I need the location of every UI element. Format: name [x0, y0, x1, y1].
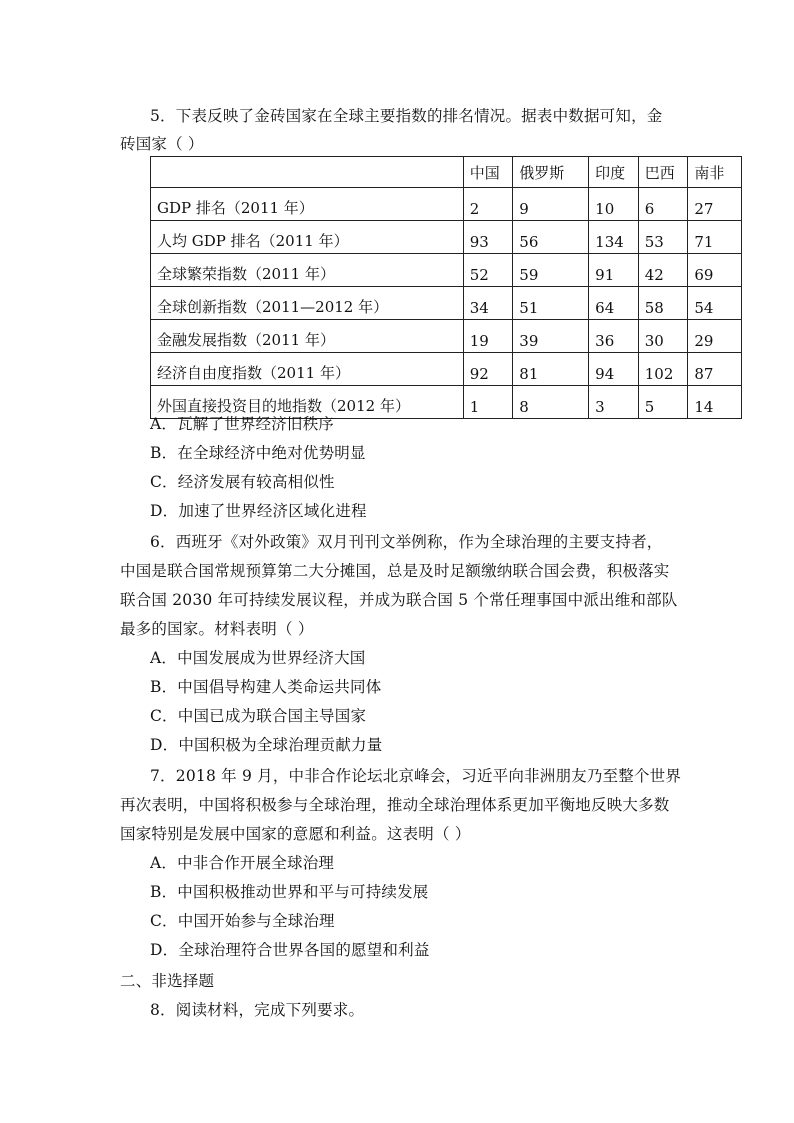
table-cell: 92: [463, 353, 513, 386]
q7-option-b: B．中国积极推动世界和平与可持续发展: [150, 883, 429, 901]
table-cell: 30: [638, 320, 688, 353]
table-cell: 10: [589, 188, 639, 221]
table-row: [151, 353, 742, 386]
table-cell: 56: [513, 221, 589, 254]
q8-stem: 8．阅读材料，完成下列要求。: [150, 1001, 365, 1019]
table-cell: 93: [463, 221, 513, 254]
q5-option-a: A．瓦解了世界经济旧秩序: [150, 415, 335, 433]
q6-stem-line-4: 最多的国家。材料表明（ ）: [120, 620, 314, 638]
q7-option-a: A．中非合作开展全球治理: [150, 854, 335, 872]
q6-stem-line-3: 联合国 2030 年可持续发展议程，并成为联合国 5 个常任理事国中派出维和部队: [120, 591, 678, 609]
table-cell: 81: [513, 353, 589, 386]
row-label: 人均 GDP 排名（2011 年）: [151, 221, 464, 254]
table-row: [151, 320, 742, 353]
q6-option-a: A．中国发展成为世界经济大国: [150, 649, 366, 667]
table-header-cell: [151, 157, 464, 188]
row-label: 全球创新指数（2011—2012 年）: [151, 287, 464, 320]
table-cell: 2: [463, 188, 513, 221]
q6-option-b: B．中国倡导构建人类命运共同体: [150, 678, 382, 696]
q5-option-d: D．加速了世界经济区域化进程: [150, 502, 367, 520]
table-row: [151, 287, 742, 320]
table-cell: 14: [688, 386, 742, 419]
table-cell: 1: [463, 386, 513, 419]
table-cell: 51: [513, 287, 589, 320]
table-cell: 19: [463, 320, 513, 353]
table-cell: 91: [589, 254, 639, 287]
q6-stem-line-2: 中国是联合国常规预算第二大分摊国，总是及时足额缴纳联合国会费，积极落实: [120, 562, 670, 580]
table-row: [151, 188, 742, 221]
q7-stem-line-3: 国家特别是发展中国家的意愿和利益。这表明（ ）: [120, 825, 471, 843]
q7-option-c: C．中国开始参与全球治理: [150, 912, 335, 930]
table-cell: 102: [638, 353, 688, 386]
q6-stem-line-1: 6．西班牙《对外政策》双月刊刊文举例称，作为全球治理的主要支持者，: [150, 533, 663, 551]
table-cell: 3: [589, 386, 639, 419]
brics-index-table: [150, 156, 742, 419]
table-cell: 29: [688, 320, 742, 353]
table-cell: 42: [638, 254, 688, 287]
table-cell: 8: [513, 386, 589, 419]
table-cell: 54: [688, 287, 742, 320]
table-row: [151, 221, 742, 254]
table-row: [151, 254, 742, 287]
row-label: 外国直接投资目的地指数（2012 年）: [151, 386, 464, 419]
q5-stem-line-2: 砖国家（ ）: [120, 135, 204, 153]
table-header-cell: 俄罗斯: [513, 157, 589, 188]
section-title: 二、非选择题: [120, 972, 215, 990]
q7-stem-line-2: 再次表明，中国将积极参与全球治理，推动全球治理体系更加平衡地反映大多数: [120, 796, 670, 814]
row-label: GDP 排名（2011 年）: [151, 188, 464, 221]
table-cell: 69: [688, 254, 742, 287]
q6-option-c: C．中国已成为联合国主导国家: [150, 707, 367, 725]
q5-option-c: C．经济发展有较高相似性: [150, 473, 335, 491]
table-cell: 6: [638, 188, 688, 221]
table-header-cell: 中国: [463, 157, 513, 188]
row-label: 经济自由度指数（2011 年）: [151, 353, 464, 386]
table-header-cell: 巴西: [638, 157, 688, 188]
q6-option-d: D．中国积极为全球治理贡献力量: [150, 736, 383, 754]
table-cell: 59: [513, 254, 589, 287]
table-cell: 64: [589, 287, 639, 320]
table-cell: 94: [589, 353, 639, 386]
table-cell: 36: [589, 320, 639, 353]
table-cell: 71: [688, 221, 742, 254]
q5-option-b: B．在全球经济中绝对优势明显: [150, 444, 366, 462]
table-cell: 5: [638, 386, 688, 419]
table-header-cell: 南非: [688, 157, 742, 188]
table-cell: 134: [589, 221, 639, 254]
table-cell: 34: [463, 287, 513, 320]
table-cell: 27: [688, 188, 742, 221]
table-cell: 9: [513, 188, 589, 221]
q7-option-d: D．全球治理符合世界各国的愿望和利益: [150, 941, 430, 959]
q7-stem-line-1: 7．2018 年 9 月，中非合作论坛北京峰会，习近平向非洲朋友乃至整个世界: [150, 767, 682, 785]
row-label: 全球繁荣指数（2011 年）: [151, 254, 464, 287]
table-header-row: [151, 157, 742, 188]
table-cell: 87: [688, 353, 742, 386]
table-cell: 39: [513, 320, 589, 353]
q5-stem-line-1: 5．下表反映了金砖国家在全球主要指数的排名情况。据表中数据可知，金: [150, 107, 663, 125]
table-cell: 58: [638, 287, 688, 320]
table-header-cell: 印度: [589, 157, 639, 188]
table-cell: 53: [638, 221, 688, 254]
table-cell: 52: [463, 254, 513, 287]
row-label: 金融发展指数（2011 年）: [151, 320, 464, 353]
